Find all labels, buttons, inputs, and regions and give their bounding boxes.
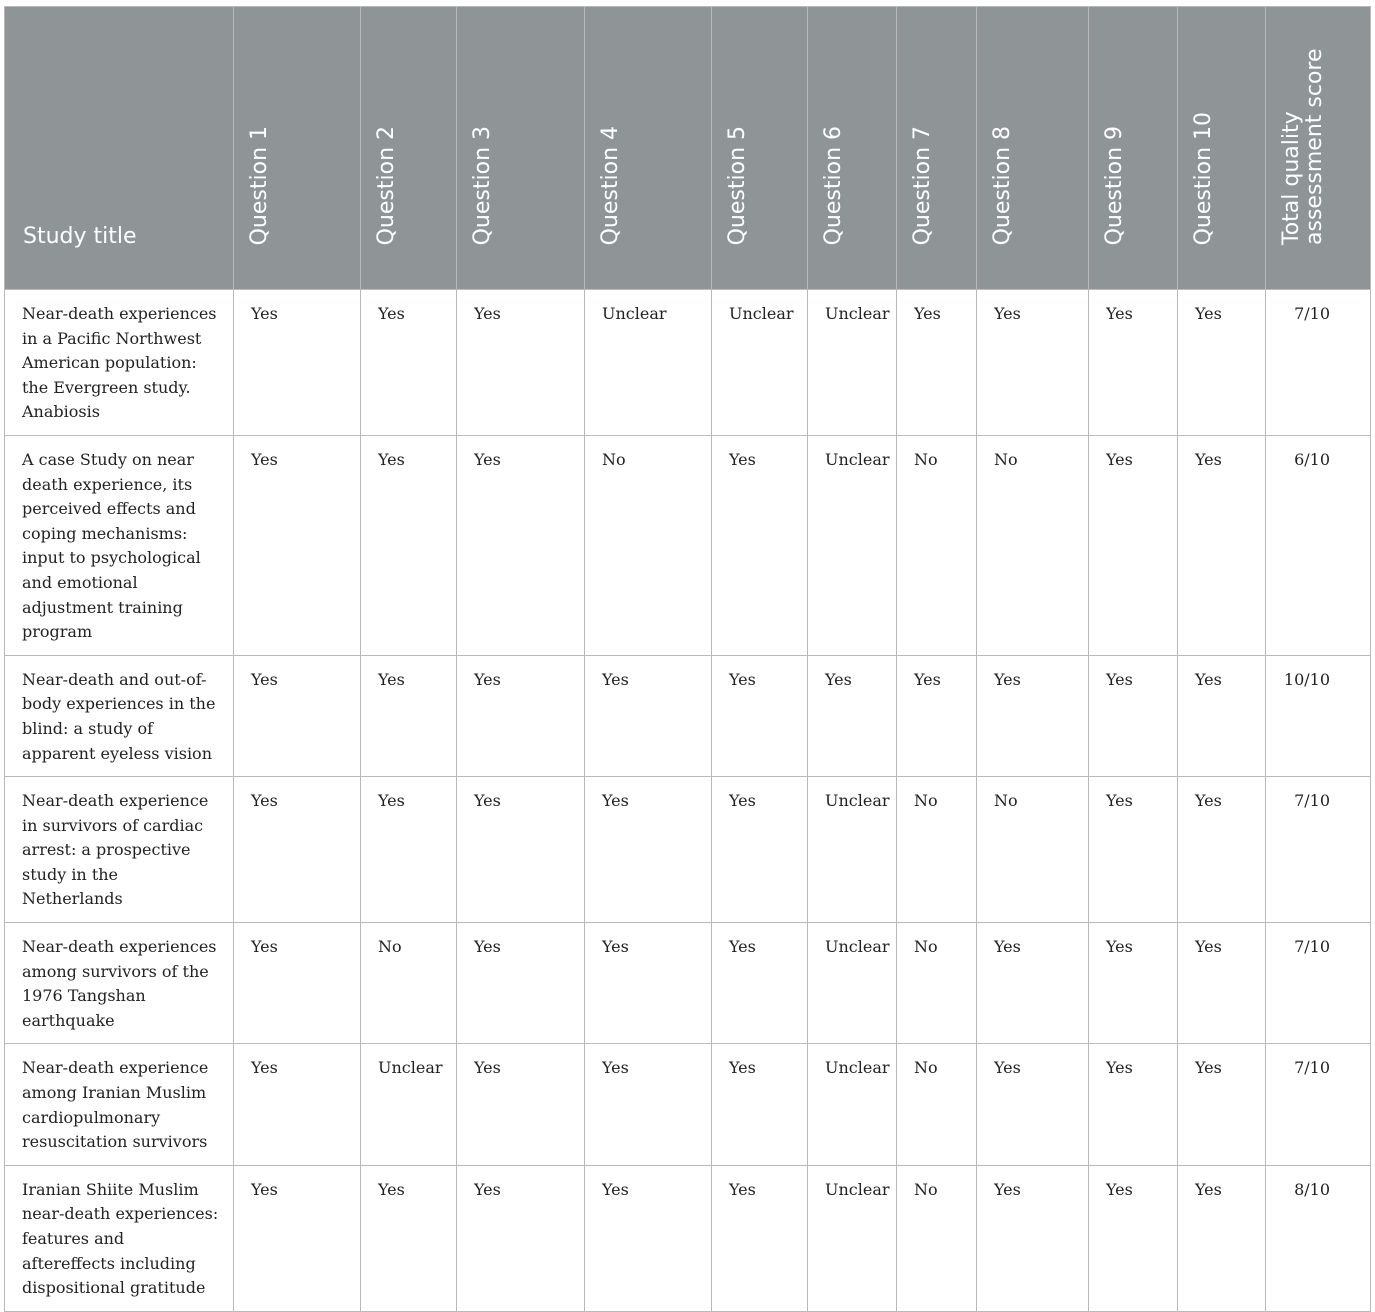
table-row — [5, 777, 1371, 923]
answer-cell-q5: Yes — [712, 1165, 808, 1311]
answer-cell-q6: Unclear — [808, 1165, 897, 1311]
answer-cell-q4: Yes — [585, 1044, 712, 1165]
header-question-3: Question 3 — [457, 7, 585, 290]
answer-cell-q4: Unclear — [585, 290, 712, 436]
answer-cell-q10: Yes — [1178, 435, 1266, 655]
answer-cell-q8: No — [977, 435, 1089, 655]
table-row — [5, 1044, 1371, 1165]
answer-cell-q5: Yes — [712, 923, 808, 1044]
table-row — [5, 655, 1371, 776]
answer-cell-q2: Yes — [361, 290, 457, 436]
answer-cell-q5: Yes — [712, 777, 808, 923]
answer-cell-q6: Unclear — [808, 777, 897, 923]
total-score-cell: 6/10 — [1266, 435, 1371, 655]
answer-cell-q7: No — [897, 1044, 977, 1165]
answer-cell-q2: Unclear — [361, 1044, 457, 1165]
answer-cell-q2: No — [361, 923, 457, 1044]
study-title-cell: Near-death experience among Iranian Muslim cardiopulmonary resuscitation survivors — [5, 1044, 234, 1165]
answer-cell-q8: Yes — [977, 1165, 1089, 1311]
answer-cell-q9: Yes — [1089, 1165, 1178, 1311]
header-question-2: Question 2 — [361, 7, 457, 290]
answer-cell-q6: Yes — [808, 655, 897, 776]
answer-cell-q1: Yes — [234, 1165, 361, 1311]
answer-cell-q2: Yes — [361, 435, 457, 655]
total-score-cell: 7/10 — [1266, 290, 1371, 436]
answer-cell-q1: Yes — [234, 655, 361, 776]
answer-cell-q4: No — [585, 435, 712, 655]
answer-cell-q9: Yes — [1089, 923, 1178, 1044]
answer-cell-q1: Yes — [234, 777, 361, 923]
total-score-cell: 10/10 — [1266, 655, 1371, 776]
answer-cell-q9: Yes — [1089, 777, 1178, 923]
header-study-title: Study title — [5, 7, 234, 290]
study-title-cell: A case Study on near death experience, its perceived effects and coping mechanisms: input to psychological and emotional adjustment training program — [5, 435, 234, 655]
answer-cell-q1: Yes — [234, 290, 361, 436]
answer-cell-q3: Yes — [457, 1165, 585, 1311]
answer-cell-q6: Unclear — [808, 923, 897, 1044]
answer-cell-q10: Yes — [1178, 1165, 1266, 1311]
answer-cell-q8: No — [977, 777, 1089, 923]
answer-cell-q8: Yes — [977, 655, 1089, 776]
answer-cell-q3: Yes — [457, 435, 585, 655]
total-score-cell: 8/10 — [1266, 1165, 1371, 1311]
answer-cell-q7: No — [897, 435, 977, 655]
answer-cell-q8: Yes — [977, 290, 1089, 436]
answer-cell-q6: Unclear — [808, 290, 897, 436]
header-question-6: Question 6 — [808, 7, 897, 290]
answer-cell-q7: No — [897, 923, 977, 1044]
answer-cell-q1: Yes — [234, 435, 361, 655]
header-question-9: Question 9 — [1089, 7, 1178, 290]
answer-cell-q3: Yes — [457, 655, 585, 776]
answer-cell-q8: Yes — [977, 1044, 1089, 1165]
answer-cell-q7: Yes — [897, 655, 977, 776]
answer-cell-q9: Yes — [1089, 1044, 1178, 1165]
answer-cell-q4: Yes — [585, 923, 712, 1044]
answer-cell-q5: Yes — [712, 655, 808, 776]
table-body — [5, 290, 1371, 1312]
study-title-cell: Near-death experiences in a Pacific Northwest American population: the Evergreen study. Anabiosis — [5, 290, 234, 436]
answer-cell-q7: No — [897, 1165, 977, 1311]
header-row — [5, 7, 1371, 290]
answer-cell-q10: Yes — [1178, 655, 1266, 776]
answer-cell-q9: Yes — [1089, 435, 1178, 655]
answer-cell-q5: Unclear — [712, 290, 808, 436]
answer-cell-q3: Yes — [457, 1044, 585, 1165]
answer-cell-q1: Yes — [234, 1044, 361, 1165]
study-title-cell: Near-death experience in survivors of cardiac arrest: a prospective study in the Netherlands — [5, 777, 234, 923]
answer-cell-q2: Yes — [361, 777, 457, 923]
total-score-cell: 7/10 — [1266, 1044, 1371, 1165]
header-question-7: Question 7 — [897, 7, 977, 290]
answer-cell-q6: Unclear — [808, 1044, 897, 1165]
answer-cell-q5: Yes — [712, 435, 808, 655]
table-row — [5, 923, 1371, 1044]
header-question-5: Question 5 — [712, 7, 808, 290]
answer-cell-q9: Yes — [1089, 655, 1178, 776]
header-total-score: Total quality assessment score — [1266, 7, 1371, 290]
answer-cell-q10: Yes — [1178, 290, 1266, 436]
table-row — [5, 435, 1371, 655]
answer-cell-q1: Yes — [234, 923, 361, 1044]
answer-cell-q3: Yes — [457, 290, 585, 436]
answer-cell-q4: Yes — [585, 1165, 712, 1311]
header-question-1: Question 1 — [234, 7, 361, 290]
answer-cell-q4: Yes — [585, 777, 712, 923]
quality-assessment-table — [4, 6, 1371, 1312]
answer-cell-q8: Yes — [977, 923, 1089, 1044]
table-row — [5, 290, 1371, 436]
answer-cell-q2: Yes — [361, 655, 457, 776]
answer-cell-q7: No — [897, 777, 977, 923]
answer-cell-q9: Yes — [1089, 290, 1178, 436]
header-question-4: Question 4 — [585, 7, 712, 290]
total-score-cell: 7/10 — [1266, 923, 1371, 1044]
total-score-cell: 7/10 — [1266, 777, 1371, 923]
answer-cell-q3: Yes — [457, 777, 585, 923]
answer-cell-q10: Yes — [1178, 1044, 1266, 1165]
answer-cell-q2: Yes — [361, 1165, 457, 1311]
answer-cell-q5: Yes — [712, 1044, 808, 1165]
study-title-cell: Near-death experiences among survivors of the 1976 Tangshan earthquake — [5, 923, 234, 1044]
answer-cell-q7: Yes — [897, 290, 977, 436]
study-title-cell: Near-death and out-of-body experiences in the blind: a study of apparent eyeless vision — [5, 655, 234, 776]
answer-cell-q4: Yes — [585, 655, 712, 776]
header-question-8: Question 8 — [977, 7, 1089, 290]
study-title-cell: Iranian Shiite Muslim near-death experiences: features and aftereffects including dispositional gratitude — [5, 1165, 234, 1311]
answer-cell-q10: Yes — [1178, 777, 1266, 923]
table-row — [5, 1165, 1371, 1311]
answer-cell-q6: Unclear — [808, 435, 897, 655]
header-question-10: Question 10 — [1178, 7, 1266, 290]
answer-cell-q10: Yes — [1178, 923, 1266, 1044]
answer-cell-q3: Yes — [457, 923, 585, 1044]
